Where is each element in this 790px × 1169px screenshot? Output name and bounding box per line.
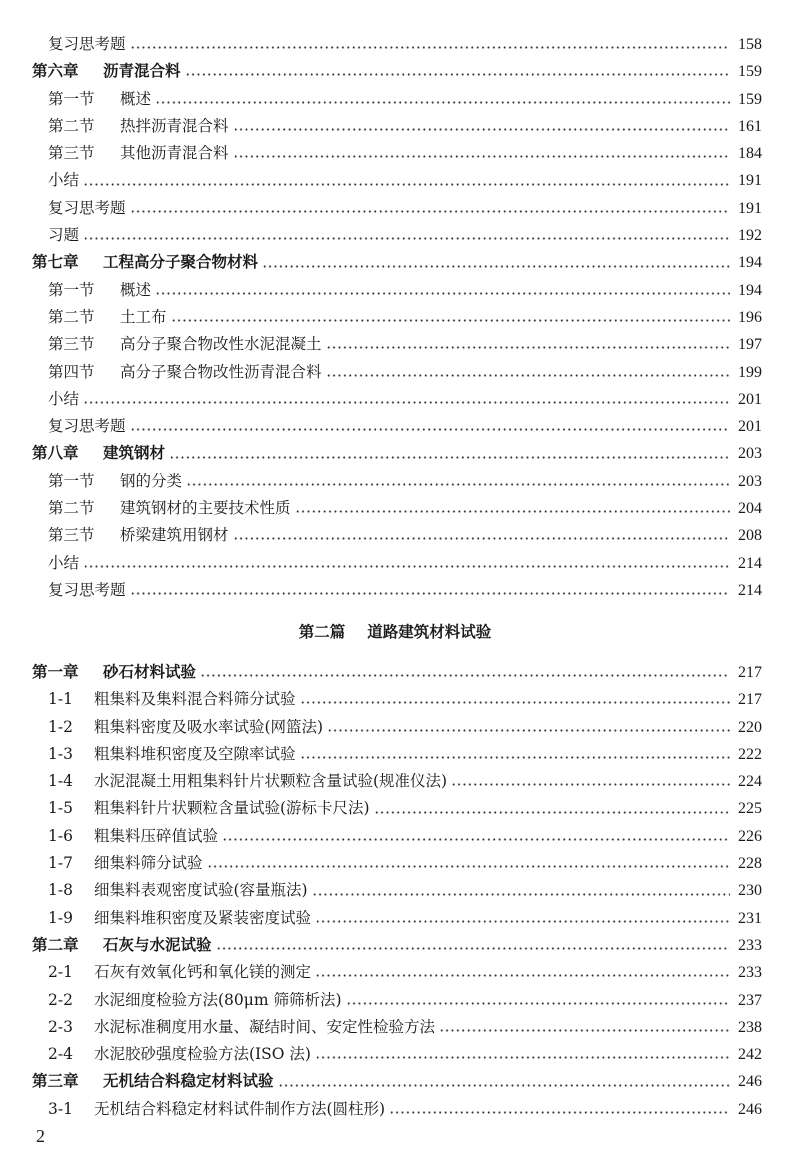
entry-label: 1-6: [48, 826, 73, 845]
entry-page-number: 199: [738, 363, 762, 381]
dot-leader: [346, 1002, 730, 1005]
dot-leader: [233, 537, 730, 540]
toc-section-entry[interactable]: [32, 31, 762, 58]
entry-page-number: 158: [738, 36, 762, 53]
entry-title: 粗集料压碎值试验: [94, 826, 219, 845]
toc-chapter-entry[interactable]: [32, 249, 762, 276]
dot-leader: [130, 46, 730, 49]
dot-leader: [83, 401, 730, 404]
toc-section-entry[interactable]: [32, 386, 762, 413]
toc-part2-list: [32, 659, 762, 1123]
entry-title: 高分子聚合物改性沥青混合料: [120, 362, 322, 381]
entry-label: 第七章: [32, 253, 79, 272]
dot-leader: [169, 456, 730, 459]
toc-section-entry[interactable]: [32, 959, 762, 986]
dot-leader: [315, 920, 730, 923]
entry-label: 1-3: [48, 744, 73, 763]
entry-page-number: 191: [738, 199, 762, 217]
entry-title: 粗集料密度及吸水率试验(网篮法): [94, 717, 324, 736]
page-number: 2: [36, 1126, 45, 1146]
entry-title: 细集料表观密度试验(容量瓶法): [94, 881, 308, 900]
entry-title: 水泥标准稠度用水量、凝结时间、安定性检验方法: [94, 1017, 436, 1036]
toc-section-entry[interactable]: [32, 468, 762, 495]
entry-page-number: 228: [738, 855, 762, 873]
toc-section-entry[interactable]: [32, 1096, 762, 1123]
entry-label: 第一章: [32, 663, 79, 681]
entry-page-number: 161: [738, 117, 762, 135]
entry-title: 石灰与水泥试验: [103, 935, 212, 954]
entry-label: 第二节: [48, 116, 95, 135]
entry-page-number: 203: [738, 445, 762, 463]
entry-page-number: 246: [738, 1073, 762, 1091]
dot-leader: [233, 155, 730, 158]
toc-section-entry[interactable]: [32, 877, 762, 904]
entry-label: 第一节: [48, 471, 95, 490]
entry-label: 第八章: [32, 444, 79, 463]
dot-leader: [439, 1029, 730, 1032]
entry-title: 复习思考题: [48, 35, 126, 53]
toc-section-entry[interactable]: [32, 522, 762, 549]
dot-leader: [200, 674, 730, 677]
entry-page-number: 201: [738, 390, 762, 408]
entry-page-number: 194: [738, 281, 762, 299]
entry-page-number: 197: [738, 336, 762, 354]
entry-page-number: 230: [738, 882, 762, 900]
entry-label: 2-2: [48, 990, 73, 1009]
entry-label: 第一节: [48, 89, 95, 108]
entry-label: 第二节: [48, 307, 95, 326]
entry-title: 复习思考题: [48, 417, 126, 436]
dot-leader: [262, 265, 730, 268]
entry-page-number: 225: [738, 800, 762, 818]
toc-section-entry[interactable]: [32, 550, 762, 577]
entry-page-number: 220: [738, 718, 762, 736]
entry-label: 第六章: [32, 62, 79, 81]
toc-section-entry[interactable]: [32, 113, 762, 140]
toc-section-entry[interactable]: [32, 1041, 762, 1068]
dot-leader: [207, 865, 730, 868]
toc-section-entry[interactable]: [32, 413, 762, 440]
toc-section-entry[interactable]: [32, 222, 762, 249]
entry-page-number: 196: [738, 308, 762, 326]
entry-label: 1-9: [48, 908, 73, 927]
toc-section-entry[interactable]: [32, 331, 762, 358]
entry-title: 小结: [48, 389, 80, 408]
entry-label: 1-1: [48, 690, 73, 709]
toc-section-entry[interactable]: [32, 823, 762, 850]
entry-label: 2-3: [48, 1017, 73, 1036]
dot-leader: [222, 838, 730, 841]
entry-title: 复习思考题: [48, 198, 126, 217]
toc-section-entry[interactable]: [32, 277, 762, 304]
entry-label: 1-8: [48, 881, 73, 900]
dot-leader: [233, 128, 730, 131]
toc-section-entry[interactable]: [32, 714, 762, 741]
entry-page-number: 217: [738, 691, 762, 709]
entry-page-number: 217: [738, 664, 762, 681]
entry-title: 无机结合料稳定材料试验: [103, 1072, 274, 1091]
toc-section-entry[interactable]: [32, 304, 762, 331]
entry-label: 3-1: [48, 1099, 73, 1118]
entry-title: 石灰有效氧化钙和氧化镁的测定: [94, 963, 312, 982]
toc-section-entry[interactable]: [32, 495, 762, 522]
toc-chapter-entry[interactable]: [32, 58, 762, 85]
entry-title: 其他沥青混合料: [120, 144, 229, 163]
entry-label: 1-4: [48, 772, 73, 791]
entry-label: 1-2: [48, 717, 73, 736]
toc-part1-list: [32, 31, 762, 604]
part-label: 第二篇: [298, 623, 346, 641]
entry-page-number: 192: [738, 227, 762, 245]
toc-chapter-entry[interactable]: [32, 1068, 762, 1095]
entry-page-number: 184: [738, 145, 762, 163]
dot-leader: [130, 428, 730, 431]
entry-page-number: 246: [738, 1100, 762, 1118]
entry-label: 2-1: [48, 963, 73, 982]
part-heading: [0, 620, 790, 642]
dot-leader: [300, 701, 730, 704]
dot-leader: [155, 292, 730, 295]
entry-title: 粗集料及集料混合料筛分试验: [94, 690, 296, 709]
entry-label: 1-7: [48, 854, 73, 873]
entry-page-number: 238: [738, 1018, 762, 1036]
entry-page-number: 194: [738, 254, 762, 272]
dot-leader: [326, 374, 730, 377]
entry-title: 建筑钢材: [103, 444, 166, 463]
dot-leader: [83, 565, 730, 568]
entry-page-number: 233: [738, 936, 762, 954]
toc-section-entry[interactable]: [32, 795, 762, 822]
entry-page-number: 208: [738, 527, 762, 545]
toc-section-entry[interactable]: [32, 905, 762, 932]
toc-section-entry[interactable]: [32, 741, 762, 768]
entry-title: 小结: [48, 553, 80, 572]
entry-page-number: 191: [738, 172, 762, 190]
entry-label: 第三节: [48, 335, 95, 354]
entry-title: 概述: [120, 280, 152, 299]
entry-title: 复习思考题: [48, 580, 126, 599]
toc-chapter-entry[interactable]: [32, 932, 762, 959]
entry-title: 土工布: [120, 307, 167, 326]
entry-page-number: 222: [738, 745, 762, 763]
entry-title: 粗集料堆积密度及空隙率试验: [94, 744, 296, 763]
entry-title: 砂石材料试验: [103, 663, 197, 681]
entry-page-number: 224: [738, 773, 762, 791]
entry-label: 1-5: [48, 799, 73, 818]
dot-leader: [216, 947, 730, 950]
toc-section-entry[interactable]: [32, 686, 762, 713]
entry-page-number: 214: [738, 581, 762, 599]
dot-leader: [130, 592, 730, 595]
entry-title: 钢的分类: [120, 471, 183, 490]
toc-section-entry[interactable]: [32, 577, 762, 604]
entry-title: 建筑钢材的主要技术性质: [120, 499, 291, 518]
toc-chapter-entry[interactable]: [32, 659, 762, 686]
toc-section-entry[interactable]: [32, 850, 762, 877]
dot-leader: [389, 1111, 730, 1114]
dot-leader: [315, 1056, 730, 1059]
entry-label: 第四节: [48, 362, 95, 381]
dot-leader: [278, 1084, 730, 1087]
entry-page-number: 214: [738, 554, 762, 572]
toc-section-entry[interactable]: [32, 195, 762, 222]
dot-leader: [451, 783, 730, 786]
dot-leader: [130, 210, 730, 213]
dot-leader: [327, 729, 730, 732]
entry-label: 第三章: [32, 1072, 79, 1091]
entry-title: 高分子聚合物改性水泥混凝土: [120, 335, 322, 354]
entry-page-number: 159: [738, 90, 762, 108]
dot-leader: [300, 756, 730, 759]
dot-leader: [83, 183, 730, 186]
entry-label: 第三节: [48, 526, 95, 545]
entry-title: 习题: [48, 226, 80, 245]
entry-title: 粗集料针片状颗粒含量试验(游标卡尺法): [94, 799, 370, 818]
dot-leader: [326, 346, 730, 349]
entry-title: 工程高分子聚合物材料: [103, 253, 259, 272]
dot-leader: [312, 893, 730, 896]
entry-page-number: 204: [738, 500, 762, 518]
toc-section-entry[interactable]: [32, 359, 762, 386]
entry-title: 细集料筛分试验: [94, 854, 203, 873]
entry-label: 第二节: [48, 499, 95, 518]
entry-label: 2-4: [48, 1045, 73, 1064]
entry-title: 小结: [48, 171, 80, 190]
entry-title: 水泥胶砂强度检验方法(ISO 法): [94, 1045, 311, 1064]
part-title-text: 道路建筑材料试验: [367, 623, 492, 641]
entry-page-number: 233: [738, 964, 762, 982]
toc-section-entry[interactable]: [32, 167, 762, 194]
entry-label: 第二章: [32, 935, 79, 954]
toc-section-entry[interactable]: [32, 1014, 762, 1041]
toc-chapter-entry[interactable]: [32, 440, 762, 467]
entry-title: 无机结合料稳定材料试件制作方法(圆柱形): [94, 1099, 386, 1118]
entry-label: 第三节: [48, 144, 95, 163]
dot-leader: [186, 483, 730, 486]
entry-title: 热拌沥青混合料: [120, 116, 229, 135]
toc-section-entry[interactable]: [32, 86, 762, 113]
dot-leader: [171, 319, 730, 322]
dot-leader: [315, 974, 730, 977]
entry-label: 第一节: [48, 280, 95, 299]
dot-leader: [83, 237, 730, 240]
entry-title: 水泥混凝土用粗集料针片状颗粒含量试验(规准仪法): [94, 772, 448, 791]
entry-page-number: 201: [738, 418, 762, 436]
entry-title: 细集料堆积密度及紧装密度试验: [94, 908, 312, 927]
dot-leader: [374, 811, 730, 814]
toc-section-entry[interactable]: [32, 140, 762, 167]
entry-title: 水泥细度检验方法(80μm 筛筛析法): [94, 990, 342, 1009]
entry-page-number: 242: [738, 1046, 762, 1064]
entry-page-number: 231: [738, 909, 762, 927]
entry-title: 概述: [120, 89, 152, 108]
entry-page-number: 237: [738, 991, 762, 1009]
dot-leader: [155, 101, 730, 104]
toc-section-entry[interactable]: [32, 987, 762, 1014]
entry-page-number: 203: [738, 472, 762, 490]
entry-title: 桥梁建筑用钢材: [120, 526, 229, 545]
entry-title: 沥青混合料: [103, 62, 181, 81]
entry-page-number: 226: [738, 827, 762, 845]
toc-section-entry[interactable]: [32, 768, 762, 795]
dot-leader: [185, 73, 730, 76]
entry-page-number: 159: [738, 63, 762, 81]
dot-leader: [295, 510, 730, 513]
